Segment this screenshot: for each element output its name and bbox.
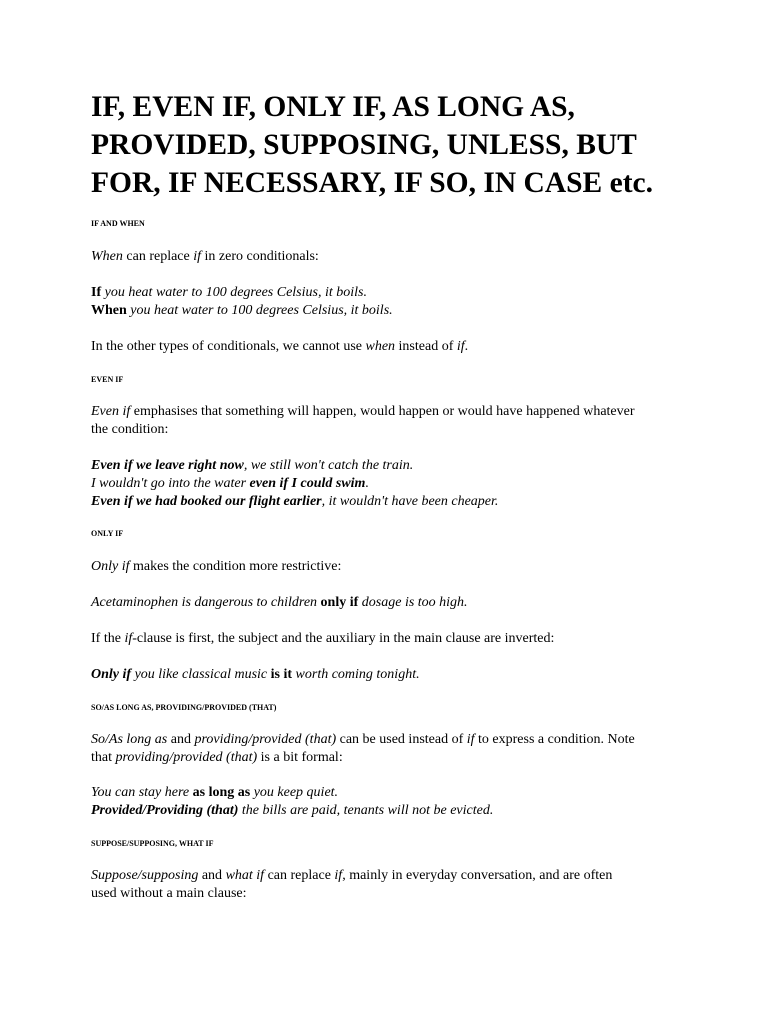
text-segment: what if <box>225 868 265 883</box>
text-segment: worth coming tonight. <box>292 667 420 682</box>
text-segment: , mainly in everyday conversation, and are often <box>342 868 613 883</box>
example-block-as-long-as <box>91 784 691 820</box>
paragraph-even-if <box>91 403 691 439</box>
paragraph-other-conditionals <box>91 338 691 356</box>
example-block-even-if <box>91 457 691 511</box>
text-segment: can be used instead of <box>336 732 467 747</box>
paragraph-only-if <box>91 558 691 576</box>
paragraph-line <box>91 867 691 885</box>
text-segment: in zero conditionals: <box>201 249 319 264</box>
text-segment: if <box>193 249 202 264</box>
example-line <box>91 784 691 802</box>
example-block-zero-conditional <box>91 284 691 320</box>
text-segment: -clause is first, the subject and the auxiliary in the main clause are inverted: <box>132 631 555 646</box>
text-segment: you keep quiet. <box>250 785 339 800</box>
section-heading-supposing: SUPPOSE/SUPPOSING, WHAT IF <box>91 839 214 848</box>
text-segment: and <box>198 868 226 883</box>
text-segment: When <box>91 249 123 264</box>
paragraph-line: used without a main clause: <box>91 886 247 901</box>
text-segment: can replace <box>122 249 194 264</box>
text-segment: In the other types of conditionals, we cannot use <box>91 339 366 354</box>
text-segment: if <box>466 732 475 747</box>
paragraph-line <box>91 749 691 767</box>
example-line <box>91 284 691 302</box>
text-segment: can replace <box>264 868 335 883</box>
example-line <box>91 802 691 820</box>
text-segment: if <box>124 631 133 646</box>
text-segment: if <box>456 339 465 354</box>
paragraph-supposing <box>91 867 691 903</box>
text-segment: you like classical music <box>131 667 271 682</box>
paragraph-as-long-as <box>91 731 691 767</box>
text-segment: Provided/Providing (that) <box>91 803 239 818</box>
example-line <box>91 457 691 475</box>
paragraph-line <box>91 403 691 421</box>
text-segment: emphasises that something will happen, would happen or would have happened whatever <box>130 404 635 419</box>
section-heading-only-if: ONLY IF <box>91 529 124 538</box>
text-segment: Suppose/supposing <box>91 868 199 883</box>
paragraph-line <box>91 731 691 749</box>
example-line <box>91 666 691 684</box>
example-line <box>91 302 691 320</box>
example-block-only-if <box>91 594 691 612</box>
text-segment: I wouldn't go into the water <box>91 476 250 491</box>
text-segment: even if I could swim <box>249 476 366 491</box>
text-segment: the bills are paid, tenants will not be evicted. <box>238 803 494 818</box>
text-segment: Even if we had booked our flight earlier <box>91 494 322 509</box>
text-segment: You can stay here <box>91 785 193 800</box>
text-segment: Only if <box>91 559 130 574</box>
text-segment: . <box>365 476 369 491</box>
page-title: IF, EVEN IF, ONLY IF, AS LONG AS, PROVIDED, SUPPOSING, UNLESS, BUT FOR, IF NECESSARY, IF SO, IN CASE etc. <box>91 91 653 199</box>
text-segment: providing/provided (that) <box>115 750 258 765</box>
text-segment: , we still won't catch the train. <box>243 458 414 473</box>
paragraph-inversion <box>91 630 691 648</box>
paragraph-line <box>91 558 691 576</box>
text-segment: , it wouldn't have been cheaper. <box>321 494 499 509</box>
paragraph-when-replace-if <box>91 248 691 266</box>
text-segment: makes the condition more restrictive: <box>129 559 342 574</box>
paragraph-line: the condition: <box>91 422 169 437</box>
example-line <box>91 594 691 612</box>
text-segment: to express a condition. Note <box>474 732 635 747</box>
text-segment: Acetaminophen is dangerous to children <box>91 595 321 610</box>
text-segment: you heat water to 100 degrees Celsius, it boils. <box>126 303 393 318</box>
text-segment: if <box>334 868 343 883</box>
text-segment: Even if we leave right now <box>91 458 244 473</box>
text-segment: as long as <box>192 785 251 800</box>
paragraph-line <box>91 338 691 356</box>
text-segment: So/As long as <box>91 732 168 747</box>
paragraph-line <box>91 630 691 648</box>
text-segment: only if <box>320 595 359 610</box>
text-segment: instead of <box>395 339 457 354</box>
example-line <box>91 475 691 493</box>
example-block-inversion <box>91 666 691 684</box>
text-segment: is a bit formal: <box>257 750 343 765</box>
text-segment: Even if <box>91 404 131 419</box>
section-heading-even-if: EVEN IF <box>91 375 124 384</box>
text-segment: dosage is too high. <box>358 595 468 610</box>
text-segment: When <box>91 303 127 318</box>
text-segment: If <box>91 285 102 300</box>
section-heading-if-and-when: IF AND WHEN <box>91 219 145 228</box>
text-segment: Only if <box>91 667 132 682</box>
text-segment: when <box>365 339 396 354</box>
text-segment: If the <box>91 631 125 646</box>
text-segment: . <box>464 339 469 354</box>
text-segment: you heat water to 100 degrees Celsius, it boils. <box>101 285 367 300</box>
text-segment: is it <box>270 667 293 682</box>
text-segment: that <box>91 750 116 765</box>
paragraph-line <box>91 248 691 266</box>
text-segment: providing/provided (that) <box>194 732 337 747</box>
section-heading-as-long-as: SO/AS LONG AS, PROVIDING/PROVIDED (THAT) <box>91 703 277 712</box>
text-segment: and <box>167 732 195 747</box>
example-line <box>91 493 691 511</box>
